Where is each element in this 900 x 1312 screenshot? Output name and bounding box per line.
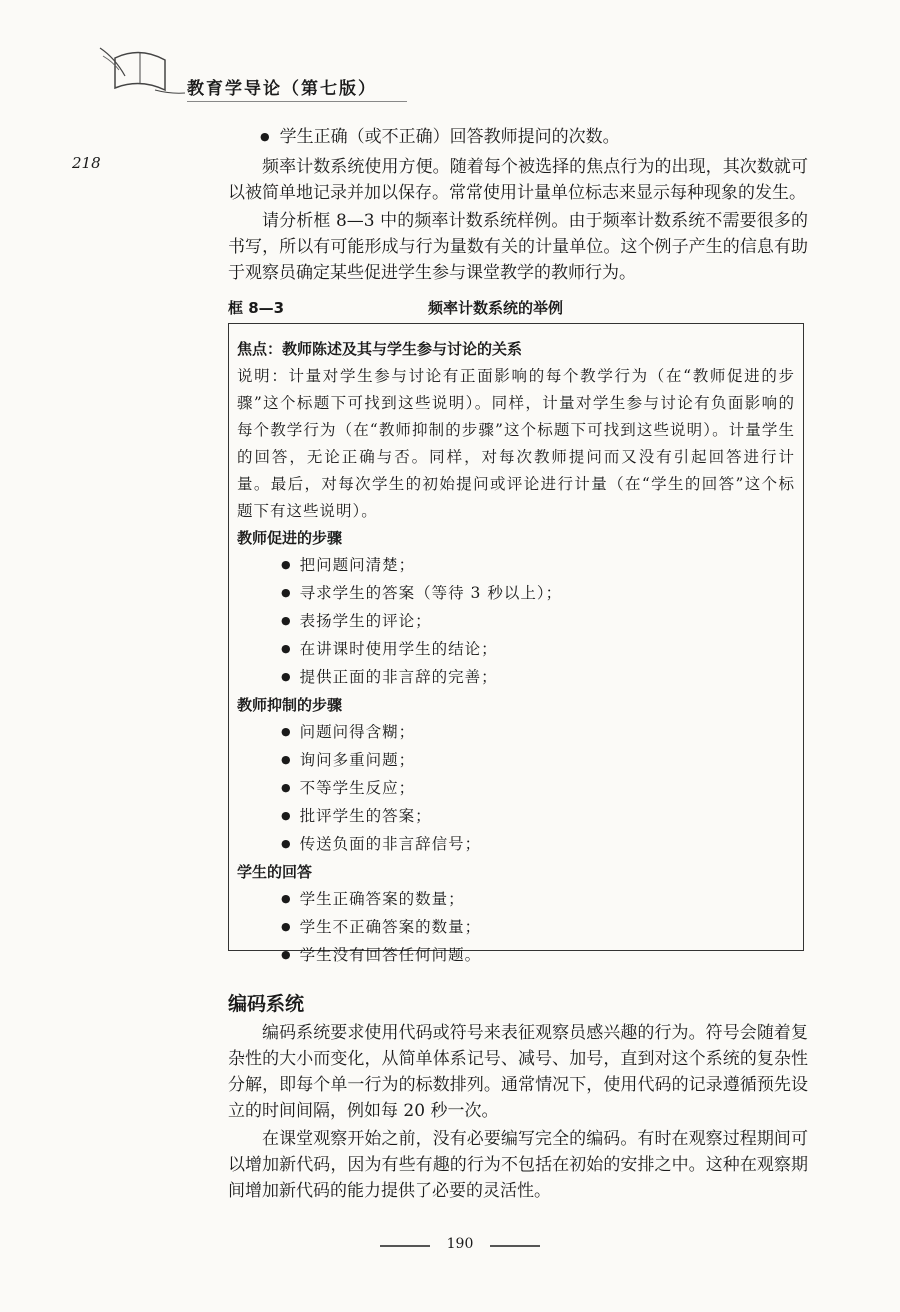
section-list [237,552,795,692]
footer-ornament [380,1245,430,1247]
margin-page-number: 218 [72,154,101,172]
section-title: 编码系统 [228,993,305,1015]
list-item: ● 学生不正确答案的数量； [281,914,795,942]
list-item: ● 把问题问清楚； [281,552,795,580]
section-list [237,886,795,970]
frequency-count-box [228,323,804,964]
box-focus: 焦点：教师陈述及其与学生参与讨论的关系 [237,340,523,358]
footer-ornament [490,1245,540,1247]
list-item: ● 批评学生的答案； [281,803,795,831]
list-item: ● 提供正面的非言辞的完善； [281,664,795,692]
page-number: 190 [446,1236,474,1252]
intro-text [228,124,808,286]
list-item: ● 询问多重问题； [281,747,795,775]
list-item: ● 学生没有回答任何问题。 [281,942,795,970]
list-item: ● 学生正确答案的数量； [281,886,795,914]
box-title: 频率计数系统的举例 [428,299,564,317]
box-description: 说明：计量对学生参与讨论有正面影响的每个教学行为（在“教师促进的步骤”这个标题下可找到这些说明）。同样，计量对学生参与讨论有负面影响的每个教学行为（在“教师抑制的步骤”这个标题下可找到这些说明）。计量学生的回答，无论正确与否。同样，对每次教师提问而又没有引起回答进行计量。最后，对每次学生的初始提问或评论进行计量（在“学生的回答”这个标题下有这些说明）。 [237,367,795,520]
book-title: 教育学导论（第七版） [187,79,377,99]
list-item: ● 不等学生反应； [281,775,795,803]
section-list [237,719,795,859]
section-heading: 学生的回答 [237,863,313,881]
list-item: ● 在讲课时使用学生的结论； [281,636,795,664]
list-item: ● 寻求学生的答案（等待 3 秒以上）； [281,580,795,608]
paragraph: 在课堂观察开始之前，没有必要编写完全的编码。有时在观察过程期间可以增加新代码，因为有些有趣的行为不包括在初始的安排之中。这种在观察期间增加新代码的能力提供了必要的灵活性。 [228,1129,808,1201]
coding-text [228,1020,808,1204]
box-number: 框 8—3 [228,299,285,317]
paragraph: 请分析框 8—3 中的频率计数系统样例。由于频率计数系统不需要很多的书写，所以有可能形成与行为量数有关的计量单位。这个例子产生的信息有助于观察员确定某些促进学生参与课堂教学的教师行为。 [228,211,808,283]
list-item: ● 问题问得含糊； [281,719,795,747]
section-heading: 教师促进的步骤 [237,529,343,547]
intro-bullet: ● 学生正确（或不正确）回答教师提问的次数。 [228,124,808,152]
running-header [95,38,395,108]
paragraph: 编码系统要求使用代码或符号来表征观察员感兴趣的行为。符号会随着复杂性的大小而变化，从简单体系记号、减号、加号，直到对这个系统的复杂性分解，即每个单一行为的标数排列。通常情况下，使用代码的记录遵循预先设立的时间间隔，例如每 20 秒一次。 [228,1023,808,1121]
paragraph: 频率计数系统使用方便。随着每个被选择的焦点行为的出现，其次数就可以被简单地记录并加以保存。常常使用计量单位标志来显示每种现象的发生。 [228,157,808,203]
header-rule [187,101,407,102]
list-item: ● 表扬学生的评论； [281,608,795,636]
list-item: ● 传送负面的非言辞信号； [281,831,795,859]
book-with-quill-icon [95,38,190,98]
page-footer [380,1236,540,1256]
section-heading: 教师抑制的步骤 [237,696,343,714]
